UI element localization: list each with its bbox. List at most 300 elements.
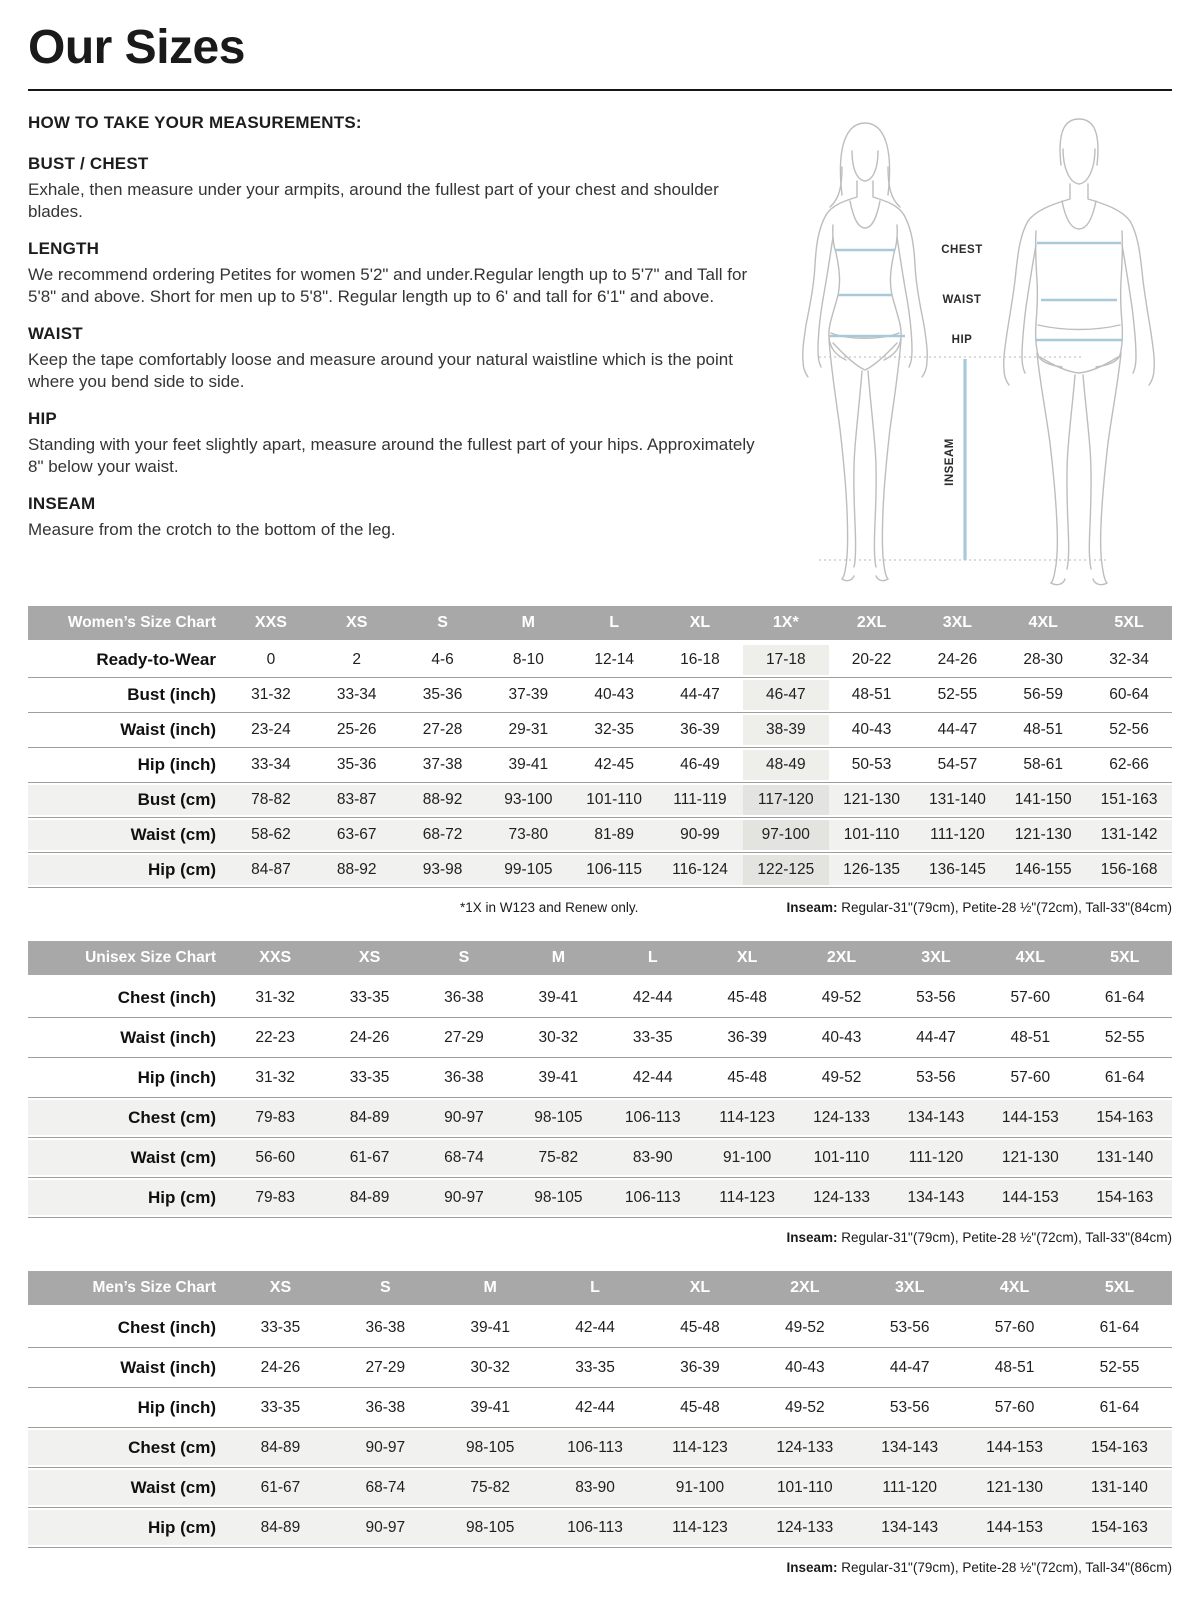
page-title: Our Sizes [28, 21, 245, 74]
size-cell: 62-66 [1086, 748, 1172, 783]
title-divider [28, 89, 1172, 91]
table-row [28, 1058, 1172, 1098]
size-cell: 90-97 [333, 1428, 438, 1468]
row-label: Bust (cm) [28, 783, 228, 818]
size-cell: 33-35 [543, 1348, 648, 1388]
row-label: Chest (cm) [28, 1428, 228, 1468]
size-cell: 84-89 [322, 1098, 416, 1138]
table-row [28, 1428, 1172, 1468]
size-cell: 121-130 [1000, 818, 1086, 853]
size-cell: 42-44 [606, 977, 700, 1018]
table-row [28, 678, 1172, 713]
size-column-header: XS [314, 606, 400, 642]
size-cell: 114-123 [700, 1098, 794, 1138]
size-column-header: S [400, 606, 486, 642]
size-cell: 99-105 [485, 853, 571, 888]
size-column-header: 5XL [1086, 606, 1172, 642]
female-figure-outline [802, 123, 927, 581]
size-cell: 54-57 [915, 748, 1001, 783]
size-cell: 56-60 [228, 1138, 322, 1178]
size-cell: 39-41 [511, 1058, 605, 1098]
size-column-header: XL [700, 941, 794, 977]
size-cell: 111-120 [857, 1468, 962, 1508]
row-label: Hip (cm) [28, 853, 228, 888]
footnote-inseam [786, 1230, 1172, 1245]
size-cell: 90-97 [333, 1508, 438, 1548]
table-row [28, 1178, 1172, 1218]
size-cell: 39-41 [511, 977, 605, 1018]
size-cell: 101-110 [752, 1468, 857, 1508]
size-cell: 36-38 [333, 1307, 438, 1348]
size-cell: 58-61 [1000, 748, 1086, 783]
size-cell: 106-113 [543, 1428, 648, 1468]
size-cell: 52-56 [1086, 713, 1172, 748]
size-cell: 78-82 [228, 783, 314, 818]
size-cell: 39-41 [485, 748, 571, 783]
size-cell: 31-32 [228, 977, 322, 1018]
size-cell: 61-64 [1067, 1307, 1172, 1348]
size-cell: 44-47 [857, 1348, 962, 1388]
size-cell: 93-100 [485, 783, 571, 818]
size-cell: 101-110 [571, 783, 657, 818]
size-cell: 68-74 [333, 1468, 438, 1508]
size-cell: 84-89 [228, 1508, 333, 1548]
section-heading: INSEAM [28, 493, 96, 513]
size-cell: 146-155 [1000, 853, 1086, 888]
size-cell: 49-52 [752, 1388, 857, 1428]
size-column-header: XS [228, 1271, 333, 1307]
size-cell: 131-140 [915, 783, 1001, 818]
mens-table-footnotes [28, 1560, 1172, 1575]
section-heading: BUST / CHEST [28, 154, 149, 173]
size-cell: 45-48 [648, 1388, 753, 1428]
size-column-header: M [438, 1271, 543, 1307]
size-cell: 84-89 [228, 1428, 333, 1468]
size-cell: 52-55 [915, 678, 1001, 713]
size-cell: 134-143 [857, 1428, 962, 1468]
size-cell: 58-62 [228, 818, 314, 853]
row-label: Waist (cm) [28, 818, 228, 853]
unisex-table-footnotes [28, 1230, 1172, 1245]
size-cell: 57-60 [983, 977, 1077, 1018]
section-text: Keep the tape comfortably loose and measure around your natural waistline which is the point where you bend side to side. [28, 349, 733, 392]
size-cell: 73-80 [485, 818, 571, 853]
size-cell: 44-47 [915, 713, 1001, 748]
table-row [28, 1307, 1172, 1348]
size-column-header: 2XL [794, 941, 888, 977]
size-cell: 57-60 [962, 1307, 1067, 1348]
row-label: Waist (inch) [28, 1018, 228, 1058]
mens-size-table [28, 1271, 1172, 1548]
size-cell: 23-24 [228, 713, 314, 748]
section-heading: HIP [28, 408, 57, 428]
womens-size-chart-group [28, 606, 1172, 915]
size-column-header: 4XL [1000, 606, 1086, 642]
inseam-note-label: Inseam: [786, 1230, 838, 1245]
instructions-column [28, 105, 772, 592]
inseam-label: INSEAM [943, 438, 956, 486]
size-cell: 33-34 [314, 678, 400, 713]
size-cell: 144-153 [983, 1098, 1077, 1138]
size-cell: 32-34 [1086, 642, 1172, 678]
section-length [28, 239, 772, 309]
size-cell: 37-38 [400, 748, 486, 783]
size-cell: 131-140 [1067, 1468, 1172, 1508]
table-row [28, 1388, 1172, 1428]
size-cell: 48-51 [962, 1348, 1067, 1388]
size-cell: 27-29 [417, 1018, 511, 1058]
size-cell: 98-105 [438, 1428, 543, 1468]
row-label: Waist (inch) [28, 713, 228, 748]
table-header-row [28, 1271, 1172, 1307]
size-cell: 16-18 [657, 642, 743, 678]
size-cell: 114-123 [648, 1428, 753, 1468]
size-cell: 42-45 [571, 748, 657, 783]
section-text: Measure from the crotch to the bottom of the leg. [28, 519, 396, 539]
row-label: Chest (inch) [28, 977, 228, 1018]
size-cell: 81-89 [571, 818, 657, 853]
size-cell: 44-47 [657, 678, 743, 713]
size-column-header: M [511, 941, 605, 977]
size-cell: 33-35 [606, 1018, 700, 1058]
size-cell: 53-56 [889, 977, 983, 1018]
size-cell: 106-113 [606, 1098, 700, 1138]
size-column-header: 3XL [889, 941, 983, 977]
size-column-header: S [333, 1271, 438, 1307]
size-column-header: 3XL [857, 1271, 962, 1307]
row-label: Chest (cm) [28, 1098, 228, 1138]
size-cell: 68-74 [417, 1138, 511, 1178]
size-cell: 40-43 [829, 713, 915, 748]
size-cell: 52-55 [1078, 1018, 1172, 1058]
size-column-header: L [606, 941, 700, 977]
size-column-header: M [485, 606, 571, 642]
measurement-diagram [772, 107, 1172, 587]
inseam-note-text: Regular-31"(79cm), Petite-28 ½"(72cm), Tall-33"(84cm) [837, 1230, 1172, 1245]
size-cell: 75-82 [511, 1138, 605, 1178]
size-cell: 156-168 [1086, 853, 1172, 888]
size-cell: 53-56 [889, 1058, 983, 1098]
size-cell: 83-87 [314, 783, 400, 818]
size-cell: 61-64 [1078, 977, 1172, 1018]
diagram-labels [941, 244, 982, 486]
size-cell: 27-28 [400, 713, 486, 748]
size-cell: 28-30 [1000, 642, 1086, 678]
size-cell: 88-92 [400, 783, 486, 818]
section-heading: LENGTH [28, 238, 100, 258]
row-label: Waist (cm) [28, 1468, 228, 1508]
size-cell: 38-39 [743, 713, 829, 748]
size-cell: 90-99 [657, 818, 743, 853]
size-column-header: XS [322, 941, 416, 977]
table-header-row [28, 606, 1172, 642]
size-cell: 144-153 [983, 1178, 1077, 1218]
size-cell: 83-90 [606, 1138, 700, 1178]
inseam-note-label: Inseam: [786, 900, 838, 915]
inseam-note-text: Regular-31"(79cm), Petite-28 ½"(72cm), Tall-34"(86cm) [837, 1560, 1172, 1575]
size-cell: 111-120 [889, 1138, 983, 1178]
size-column-header: 5XL [1078, 941, 1172, 977]
size-cell: 144-153 [962, 1428, 1067, 1468]
footnote-inseam [786, 1560, 1172, 1575]
size-cell: 24-26 [322, 1018, 416, 1058]
size-cell: 144-153 [962, 1508, 1067, 1548]
size-cell: 33-34 [228, 748, 314, 783]
size-column-header: L [571, 606, 657, 642]
size-column-header: XXS [228, 606, 314, 642]
size-column-header: 1X* [743, 606, 829, 642]
row-label: Ready-to-Wear [28, 642, 228, 678]
size-cell: 40-43 [571, 678, 657, 713]
measurement-instructions-row [28, 105, 1172, 592]
table-row [28, 1468, 1172, 1508]
size-cell: 134-143 [857, 1508, 962, 1548]
row-label: Hip (inch) [28, 748, 228, 783]
size-cell: 121-130 [962, 1468, 1067, 1508]
mens-size-chart-group [28, 1271, 1172, 1575]
size-cell: 63-67 [314, 818, 400, 853]
inseam-note-label: Inseam: [786, 1560, 838, 1575]
size-cell: 116-124 [657, 853, 743, 888]
size-cell: 106-115 [571, 853, 657, 888]
size-cell: 45-48 [648, 1307, 753, 1348]
row-label: Bust (inch) [28, 678, 228, 713]
size-cell: 84-87 [228, 853, 314, 888]
row-label: Waist (cm) [28, 1138, 228, 1178]
waist-label: WAIST [942, 294, 982, 306]
size-cell: 4-6 [400, 642, 486, 678]
size-cell: 48-51 [983, 1018, 1077, 1058]
size-cell: 36-38 [417, 977, 511, 1018]
size-cell: 154-163 [1078, 1098, 1172, 1138]
size-cell: 106-113 [543, 1508, 648, 1548]
size-cell: 122-125 [743, 853, 829, 888]
size-cell: 53-56 [857, 1307, 962, 1348]
howto-heading: HOW TO TAKE YOUR MEASUREMENTS: [28, 113, 362, 132]
size-cell: 35-36 [400, 678, 486, 713]
row-label: Waist (inch) [28, 1348, 228, 1388]
hip-label: HIP [951, 334, 972, 346]
size-cell: 25-26 [314, 713, 400, 748]
table-row [28, 1098, 1172, 1138]
size-cell: 49-52 [794, 1058, 888, 1098]
size-cell: 36-39 [657, 713, 743, 748]
size-cell: 84-89 [322, 1178, 416, 1218]
size-cell: 136-145 [915, 853, 1001, 888]
size-cell: 134-143 [889, 1098, 983, 1138]
size-cell: 27-29 [333, 1348, 438, 1388]
size-cell: 79-83 [228, 1098, 322, 1138]
size-cell: 93-98 [400, 853, 486, 888]
size-cell: 42-44 [606, 1058, 700, 1098]
size-cell: 53-56 [857, 1388, 962, 1428]
size-cell: 101-110 [829, 818, 915, 853]
size-column-header: XL [648, 1271, 753, 1307]
size-column-header: 4XL [962, 1271, 1067, 1307]
size-cell: 31-32 [228, 1058, 322, 1098]
size-cell: 42-44 [543, 1307, 648, 1348]
size-cell: 121-130 [983, 1138, 1077, 1178]
size-cell: 46-49 [657, 748, 743, 783]
size-cell: 44-47 [889, 1018, 983, 1058]
table-row [28, 977, 1172, 1018]
size-cell: 30-32 [511, 1018, 605, 1058]
section-hip [28, 409, 772, 479]
size-column-header: 4XL [983, 941, 1077, 977]
table-row [28, 818, 1172, 853]
size-cell: 36-39 [648, 1348, 753, 1388]
size-cell: 39-41 [438, 1307, 543, 1348]
size-cell: 8-10 [485, 642, 571, 678]
measurement-lines [829, 243, 1123, 560]
size-cell: 33-35 [322, 1058, 416, 1098]
size-cell: 57-60 [962, 1388, 1067, 1428]
table-row [28, 853, 1172, 888]
size-cell: 68-72 [400, 818, 486, 853]
size-cell: 49-52 [794, 977, 888, 1018]
unisex-size-table [28, 941, 1172, 1218]
size-cell: 83-90 [543, 1468, 648, 1508]
table-header-row [28, 941, 1172, 977]
row-label: Hip (inch) [28, 1058, 228, 1098]
size-cell: 141-150 [1000, 783, 1086, 818]
size-cell: 124-133 [794, 1178, 888, 1218]
diagram-column [772, 105, 1172, 592]
size-cell: 124-133 [752, 1428, 857, 1468]
size-cell: 45-48 [700, 977, 794, 1018]
womens-size-table [28, 606, 1172, 888]
size-cell: 20-22 [829, 642, 915, 678]
size-cell: 22-23 [228, 1018, 322, 1058]
size-cell: 42-44 [543, 1388, 648, 1428]
row-label: Hip (inch) [28, 1388, 228, 1428]
size-cell: 61-64 [1067, 1388, 1172, 1428]
row-label: Hip (cm) [28, 1178, 228, 1218]
size-cell: 124-133 [752, 1508, 857, 1548]
dotted-guides [819, 357, 1106, 560]
size-column-header: 3XL [915, 606, 1001, 642]
size-column-header: 5XL [1067, 1271, 1172, 1307]
size-cell: 56-59 [1000, 678, 1086, 713]
size-cell: 106-113 [606, 1178, 700, 1218]
size-cell: 111-119 [657, 783, 743, 818]
section-waist [28, 324, 772, 394]
size-cell: 88-92 [314, 853, 400, 888]
size-cell: 29-31 [485, 713, 571, 748]
table-title: Unisex Size Chart [28, 941, 228, 977]
size-cell: 98-105 [438, 1508, 543, 1548]
size-column-header: S [417, 941, 511, 977]
size-column-header: XL [657, 606, 743, 642]
size-cell: 126-135 [829, 853, 915, 888]
size-column-header: L [543, 1271, 648, 1307]
table-row [28, 713, 1172, 748]
row-label: Chest (inch) [28, 1307, 228, 1348]
table-row [28, 642, 1172, 678]
size-cell: 101-110 [794, 1138, 888, 1178]
size-cell: 61-67 [228, 1468, 333, 1508]
section-text: Exhale, then measure under your armpits, around the fullest part of your chest and shoulder blades. [28, 180, 719, 222]
size-cell: 52-55 [1067, 1348, 1172, 1388]
size-cell: 33-35 [322, 977, 416, 1018]
size-cell: 98-105 [511, 1178, 605, 1218]
size-cell: 131-140 [1078, 1138, 1172, 1178]
table-row [28, 1508, 1172, 1548]
size-cell: 91-100 [648, 1468, 753, 1508]
size-cell: 121-130 [829, 783, 915, 818]
inseam-note-text: Regular-31"(79cm), Petite-28 ½"(72cm), Tall-33"(84cm) [837, 900, 1172, 915]
size-cell: 154-163 [1078, 1178, 1172, 1218]
size-cell: 98-105 [511, 1098, 605, 1138]
size-cell: 36-39 [700, 1018, 794, 1058]
size-cell: 114-123 [648, 1508, 753, 1548]
table-row [28, 1348, 1172, 1388]
size-cell: 61-64 [1078, 1058, 1172, 1098]
size-cell: 91-100 [700, 1138, 794, 1178]
table-row [28, 748, 1172, 783]
size-cell: 36-38 [417, 1058, 511, 1098]
table-title: Men’s Size Chart [28, 1271, 228, 1307]
table-row [28, 783, 1172, 818]
section-text: Standing with your feet slightly apart, measure around the fullest part of your hips. Approximately 8" below your waist. [28, 434, 755, 477]
size-cell: 2 [314, 642, 400, 678]
size-cell: 90-97 [417, 1178, 511, 1218]
size-cell: 117-120 [743, 783, 829, 818]
size-cell: 61-67 [322, 1138, 416, 1178]
size-cell: 40-43 [752, 1348, 857, 1388]
size-cell: 39-41 [438, 1388, 543, 1428]
size-cell: 57-60 [983, 1058, 1077, 1098]
table-title: Women’s Size Chart [28, 606, 228, 642]
row-label: Hip (cm) [28, 1508, 228, 1548]
size-cell: 35-36 [314, 748, 400, 783]
size-cell: 151-163 [1086, 783, 1172, 818]
size-cell: 0 [228, 642, 314, 678]
table-row [28, 1018, 1172, 1058]
size-cell: 49-52 [752, 1307, 857, 1348]
size-cell: 111-120 [915, 818, 1001, 853]
male-figure-outline [1003, 119, 1154, 585]
size-cell: 90-97 [417, 1098, 511, 1138]
section-text: We recommend ordering Petites for women 5'2" and under.Regular length up to 5'7" and Tall for 5'8" and above. Short for men up to 5'8". Regular length up to 6' and tall for 6'1" and above. [28, 264, 748, 307]
size-cell: 17-18 [743, 642, 829, 678]
section-heading: WAIST [28, 323, 83, 343]
size-cell: 79-83 [228, 1178, 322, 1218]
size-cell: 33-35 [228, 1388, 333, 1428]
size-cell: 24-26 [228, 1348, 333, 1388]
size-cell: 36-38 [333, 1388, 438, 1428]
size-cell: 37-39 [485, 678, 571, 713]
size-cell: 154-163 [1067, 1428, 1172, 1468]
size-cell: 48-51 [829, 678, 915, 713]
size-cell: 48-51 [1000, 713, 1086, 748]
size-cell: 60-64 [1086, 678, 1172, 713]
size-cell: 75-82 [438, 1468, 543, 1508]
table-row [28, 1138, 1172, 1178]
size-cell: 24-26 [915, 642, 1001, 678]
size-cell: 134-143 [889, 1178, 983, 1218]
size-cell: 31-32 [228, 678, 314, 713]
size-cell: 114-123 [700, 1178, 794, 1218]
chest-label: CHEST [940, 244, 983, 256]
section-inseam [28, 494, 772, 541]
footnote-inseam [786, 900, 1172, 915]
size-cell: 30-32 [438, 1348, 543, 1388]
size-cell: 12-14 [571, 642, 657, 678]
section-bust-chest [28, 154, 772, 224]
size-cell: 154-163 [1067, 1508, 1172, 1548]
size-cell: 32-35 [571, 713, 657, 748]
